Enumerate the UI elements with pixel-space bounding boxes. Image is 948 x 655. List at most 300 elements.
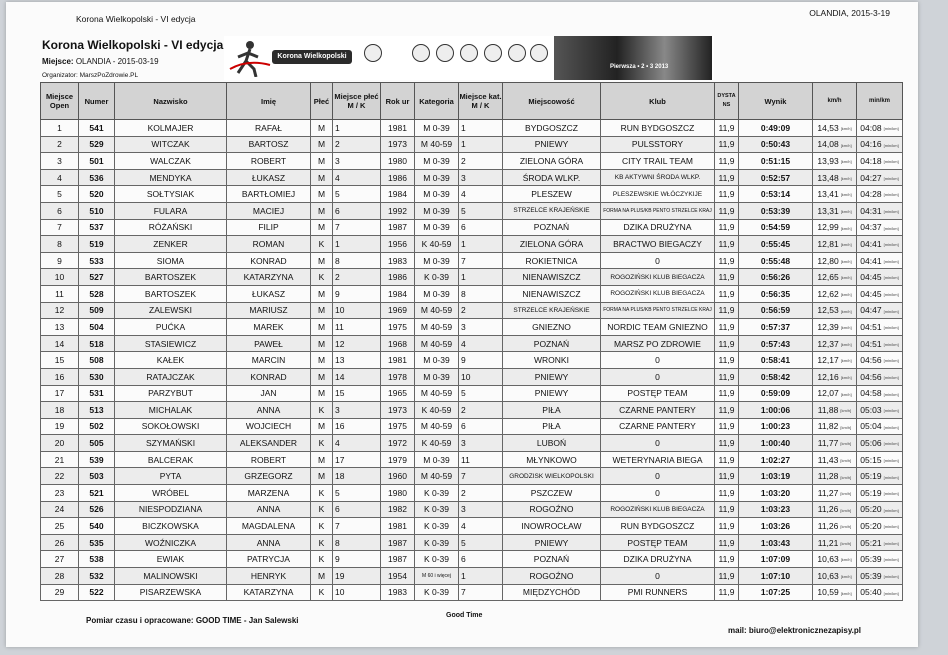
cell-open-value: 15 [54, 355, 65, 366]
cell-kat-value: M 40-59 [420, 471, 453, 482]
runner-logo-icon [228, 39, 272, 77]
cell-kat-value: M 40-59 [420, 388, 453, 399]
cell-imie-value: ŁUKASZ [251, 288, 286, 299]
cell-imie-value: HENRYK [250, 570, 287, 581]
header-top-left: Korona Wielkopolski - VI edycja [76, 14, 196, 24]
cell-imie [227, 518, 311, 535]
cell-rok-value: 1968 [388, 338, 407, 349]
cell-kmh [813, 568, 857, 585]
cell-miasto [503, 451, 601, 468]
cell-plec [311, 435, 333, 452]
cell-mk-value: 2 [461, 487, 466, 498]
cell-miasto [503, 385, 601, 402]
cell-imie-value: MARZENA [247, 487, 290, 498]
cell-dyst [715, 202, 739, 219]
cell-plec [311, 285, 333, 302]
cell-kmh-value: 12,07 [817, 388, 839, 399]
cell-nazwisko-value: FULARA [153, 205, 188, 216]
cell-mk-value: 3 [461, 321, 466, 332]
sponsor-logo-icon [436, 44, 454, 62]
cell-open-value: 17 [54, 388, 65, 399]
cell-nr [79, 451, 115, 468]
banner-title: Korona Wielkopolski [272, 50, 352, 64]
cell-rok-value: 1986 [388, 172, 407, 183]
cell-nr-value: 513 [89, 404, 104, 415]
cell-mk-value: 7 [461, 255, 466, 266]
cell-kat-value: M 40-59 [420, 421, 453, 432]
cell-imie-value: WOJCIECH [245, 421, 292, 432]
cell-rok [381, 385, 415, 402]
cell-kmh [813, 451, 857, 468]
cell-mk-value: 8 [461, 288, 466, 299]
cell-mk-value: 3 [461, 504, 466, 515]
cell-nazwisko-value: BALCERAK [147, 454, 194, 465]
cell-mk-value: 6 [461, 421, 466, 432]
table-row [41, 485, 903, 502]
cell-rok-value: 1983 [388, 255, 407, 266]
cell-nazwisko [115, 501, 227, 518]
cell-wynik-value: 0:51:15 [760, 155, 791, 166]
cell-rok-value: 1987 [388, 554, 407, 565]
cell-kat-value: K 0-39 [423, 537, 450, 548]
cell-miasto-value: ŚRODA WLKP. [522, 172, 581, 183]
cell-rok-value: 1954 [388, 570, 407, 581]
cell-nazwisko [115, 302, 227, 319]
cell-mp [333, 518, 381, 535]
cell-mp-value: 12 [335, 338, 345, 349]
cell-wynik-value: 0:57:37 [760, 321, 791, 332]
cell-wynik [739, 551, 813, 568]
cell-mk-value: 1 [461, 272, 466, 283]
cell-mk [459, 335, 503, 352]
cell-kat-value: M 40-59 [420, 338, 453, 349]
cell-miasto-value: LUBOŃ [536, 438, 567, 449]
cell-plec-value: M [317, 189, 326, 200]
table-row [41, 551, 903, 568]
banner-photo [554, 36, 712, 80]
unit-label: [min/km] [883, 457, 899, 463]
cell-plec [311, 302, 333, 319]
cell-klub-value: MARSZ PO ZDROWIE [614, 338, 701, 349]
cell-plec-value: M [317, 338, 326, 349]
cell-kmh-value: 12,65 [817, 272, 839, 283]
cell-kat [415, 335, 459, 352]
cell-mp-value: 16 [335, 421, 345, 432]
cell-rok-value: 1972 [388, 438, 407, 449]
table-row [41, 120, 903, 137]
cell-nazwisko-value: WRÓBEL [152, 487, 189, 498]
cell-wynik [739, 285, 813, 302]
cell-miasto [503, 584, 601, 601]
cell-kmh [813, 136, 857, 153]
cell-wynik [739, 352, 813, 369]
unit-label: [km/h] [840, 590, 852, 596]
cell-rok-value: 1956 [388, 238, 407, 249]
cell-nazwisko [115, 269, 227, 286]
cell-kmh-value: 14,53 [817, 122, 839, 133]
col-open: Miejsce Open [41, 83, 79, 120]
cell-miasto [503, 435, 601, 452]
cell-nr [79, 269, 115, 286]
cell-nr-value: 537 [89, 222, 104, 233]
unit-label: [km/h] [840, 209, 852, 215]
cell-mp [333, 202, 381, 219]
cell-rok-value: 1978 [388, 371, 407, 382]
cell-open [41, 285, 79, 302]
cell-klub [601, 534, 715, 551]
cell-nazwisko [115, 485, 227, 502]
cell-imie [227, 402, 311, 419]
cell-nazwisko-value: PYTA [159, 471, 182, 482]
cell-imie-value: MARCIN [251, 355, 286, 366]
cell-open-value: 18 [54, 404, 65, 415]
cell-nr-value: 501 [89, 155, 104, 166]
cell-mk-value: 1 [461, 139, 466, 150]
cell-minkm [857, 551, 903, 568]
cell-rok-value: 1981 [388, 355, 407, 366]
cell-dyst [715, 236, 739, 253]
cell-klub [601, 352, 715, 369]
cell-rok-value: 1984 [388, 288, 407, 299]
cell-plec-value: M [317, 454, 326, 465]
cell-wynik [739, 568, 813, 585]
table-row [41, 302, 903, 319]
table-row [41, 285, 903, 302]
cell-wynik-value: 0:56:59 [760, 305, 791, 316]
cell-open [41, 485, 79, 502]
cell-wynik-value: 0:49:09 [760, 122, 791, 133]
cell-plec-value: K [318, 554, 325, 565]
cell-nazwisko-value: WALCZAK [150, 155, 191, 166]
cell-dyst-value: 11,9 [718, 139, 735, 150]
cell-rok-value: 1983 [388, 587, 407, 598]
unit-label: [min/km] [883, 441, 899, 447]
cell-mk-value: 3 [461, 438, 466, 449]
unit-label: [min/km] [883, 491, 899, 497]
cell-mp-value: 1 [335, 122, 340, 133]
cell-dyst-value: 11,9 [718, 205, 735, 216]
cell-rok-value: 1965 [388, 388, 407, 399]
cell-mp-value: 10 [335, 305, 345, 316]
cell-rok-value: 1979 [388, 454, 407, 465]
cell-mp [333, 402, 381, 419]
cell-miasto [503, 169, 601, 186]
cell-klub [601, 169, 715, 186]
cell-open-value: 21 [54, 454, 65, 465]
cell-wynik [739, 269, 813, 286]
cell-mk-value: 5 [461, 388, 466, 399]
cell-nr-value: 502 [89, 421, 104, 432]
cell-nr [79, 534, 115, 551]
table-row [41, 186, 903, 203]
cell-mk [459, 186, 503, 203]
unit-label: [min/km] [883, 159, 899, 165]
cell-open-value: 1 [57, 122, 62, 133]
cell-imie [227, 219, 311, 236]
cell-open-value: 27 [54, 554, 65, 565]
cell-imie-value: ROBERT [250, 454, 287, 465]
cell-nazwisko [115, 435, 227, 452]
cell-open-value: 28 [54, 570, 65, 581]
cell-nr [79, 120, 115, 137]
cell-mp [333, 584, 381, 601]
cell-minkm [857, 368, 903, 385]
cell-nr [79, 202, 115, 219]
cell-mp-value: 4 [335, 172, 340, 183]
footer-timing: Pomiar czasu i opracowane: GOOD TIME - Jan Salewski [86, 616, 299, 625]
cell-nazwisko-value: MALINOWSKI [143, 570, 198, 581]
cell-imie [227, 202, 311, 219]
cell-wynik-value: 1:00:40 [760, 438, 791, 449]
cell-miasto [503, 418, 601, 435]
cell-minkm-value: 04:58 [860, 388, 882, 399]
cell-nr [79, 418, 115, 435]
cell-nazwisko-value: ZALEWSKI [149, 305, 192, 316]
cell-miasto-value: POZNAŃ [533, 338, 570, 349]
cell-rok-value: 1973 [388, 404, 407, 415]
sponsor-logo-icon [508, 44, 526, 62]
cell-mp-value: 8 [335, 255, 340, 266]
cell-mp [333, 335, 381, 352]
cell-kat-value: M 0-39 [423, 189, 450, 200]
cell-minkm [857, 485, 903, 502]
cell-miasto [503, 501, 601, 518]
cell-plec [311, 352, 333, 369]
cell-miasto-value: PNIEWY [534, 537, 569, 548]
cell-imie [227, 236, 311, 253]
cell-imie-value: BARTOSZ [248, 139, 289, 150]
cell-imie [227, 186, 311, 203]
cell-open [41, 352, 79, 369]
unit-label: [min/km] [883, 574, 899, 580]
cell-rok [381, 352, 415, 369]
cell-plec [311, 136, 333, 153]
unit-label: [km/h] [840, 391, 852, 397]
cell-nr-value: 526 [89, 504, 104, 515]
cell-kat [415, 418, 459, 435]
cell-nazwisko-value: KOLMAJER [147, 122, 194, 133]
cell-mp [333, 252, 381, 269]
cell-rok-value: 1973 [388, 139, 407, 150]
cell-klub-value: RUN BYDGOSZCZ [620, 521, 695, 532]
cell-nr-value: 531 [89, 388, 104, 399]
cell-minkm-value: 05:20 [860, 521, 882, 532]
cell-kat-value: K 40-59 [421, 404, 452, 415]
cell-mk [459, 136, 503, 153]
cell-open [41, 202, 79, 219]
cell-klub-value: 0 [655, 438, 660, 449]
cell-dyst [715, 402, 739, 419]
cell-mk [459, 435, 503, 452]
cell-kmh [813, 202, 857, 219]
cell-mp-value: 9 [335, 554, 340, 565]
cell-kat [415, 202, 459, 219]
cell-dyst-value: 11,9 [718, 155, 735, 166]
cell-klub [601, 518, 715, 535]
cell-kmh-value: 12,62 [817, 288, 839, 299]
cell-kat [415, 518, 459, 535]
cell-mp-value: 3 [335, 155, 340, 166]
place-value: OLANDIA - 2015-03-19 [75, 57, 159, 66]
cell-wynik-value: 1:00:06 [760, 404, 791, 415]
cell-plec [311, 335, 333, 352]
cell-dyst [715, 518, 739, 535]
cell-mp [333, 435, 381, 452]
cell-dyst [715, 269, 739, 286]
cell-plec-value: M [317, 355, 326, 366]
cell-miasto-value: WRONKI [534, 355, 569, 366]
cell-nazwisko [115, 534, 227, 551]
cell-klub-value: PULSSTORY [631, 139, 684, 150]
cell-kmh [813, 534, 857, 551]
cell-wynik-value: 0:58:42 [760, 371, 791, 382]
cell-dyst-value: 11,9 [718, 504, 735, 515]
cell-open-value: 2 [57, 139, 62, 150]
cell-imie-value: ROMAN [252, 238, 285, 249]
cell-nazwisko [115, 153, 227, 170]
cell-imie-value: BARTŁOMIEJ [241, 189, 296, 200]
cell-miasto-value: ROKIETNICA [525, 255, 578, 266]
cell-kmh [813, 153, 857, 170]
cell-kat-value: M 40-59 [420, 139, 453, 150]
cell-mp-value: 11 [335, 321, 344, 332]
cell-wynik-value: 0:53:14 [760, 189, 791, 200]
cell-minkm [857, 385, 903, 402]
cell-minkm-value: 04:41 [860, 255, 882, 266]
table-row [41, 252, 903, 269]
cell-mp [333, 120, 381, 137]
cell-plec-value: M [317, 321, 326, 332]
cell-plec [311, 551, 333, 568]
cell-nr [79, 219, 115, 236]
cell-kmh [813, 219, 857, 236]
cell-minkm [857, 219, 903, 236]
cell-kmh [813, 368, 857, 385]
cell-dyst-value: 11,9 [718, 305, 735, 316]
cell-open [41, 551, 79, 568]
cell-plec [311, 202, 333, 219]
cell-plec-value: K [318, 238, 325, 249]
cell-kat-value: M 0-39 [423, 222, 450, 233]
unit-label: [km/h] [840, 341, 852, 347]
cell-kat [415, 385, 459, 402]
cell-nazwisko [115, 186, 227, 203]
cell-dyst-value: 11,9 [718, 172, 735, 183]
cell-mp-value: 17 [335, 454, 345, 465]
cell-wynik-value: 0:56:35 [760, 288, 791, 299]
cell-mk [459, 202, 503, 219]
cell-wynik [739, 468, 813, 485]
cell-open-value: 22 [54, 471, 65, 482]
cell-dyst-value: 11,9 [718, 521, 735, 532]
cell-kmh [813, 236, 857, 253]
cell-klub [601, 435, 715, 452]
cell-wynik [739, 534, 813, 551]
cell-miasto-value: ROGOŹNO [529, 504, 574, 515]
cell-klub [601, 319, 715, 336]
unit-label: [km/h] [840, 474, 852, 480]
cell-miasto-value: PIŁA [542, 404, 561, 415]
cell-minkm-value: 04:41 [860, 238, 882, 249]
cell-wynik-value: 1:07:10 [760, 570, 791, 581]
cell-imie-value: ALEKSANDER [239, 438, 298, 449]
cell-kmh [813, 302, 857, 319]
unit-label: [km/h] [840, 275, 852, 281]
cell-dyst-value: 11,9 [718, 471, 735, 482]
cell-klub [601, 551, 715, 568]
cell-wynik [739, 153, 813, 170]
cell-minkm [857, 202, 903, 219]
cell-plec [311, 501, 333, 518]
cell-miasto [503, 335, 601, 352]
cell-imie [227, 435, 311, 452]
cell-nr [79, 485, 115, 502]
cell-dyst-value: 11,9 [718, 487, 735, 498]
cell-plec-value: K [318, 504, 325, 515]
cell-klub-value: DZIKA DRUŻYNA [623, 222, 692, 233]
cell-minkm [857, 169, 903, 186]
results-table [40, 82, 903, 601]
cell-kat [415, 236, 459, 253]
table-row [41, 451, 903, 468]
cell-imie [227, 568, 311, 585]
cell-klub [601, 418, 715, 435]
cell-miasto [503, 518, 601, 535]
cell-open [41, 568, 79, 585]
cell-open-value: 7 [57, 222, 62, 233]
cell-klub-value: 0 [655, 471, 660, 482]
cell-mp-value: 14 [335, 371, 345, 382]
cell-rok-value: 1981 [388, 122, 407, 133]
cell-plec-value: M [317, 222, 326, 233]
cell-miasto-value: PNIEWY [534, 388, 569, 399]
cell-dyst-value: 11,9 [718, 255, 735, 266]
cell-nr [79, 236, 115, 253]
cell-minkm [857, 534, 903, 551]
cell-kmh [813, 269, 857, 286]
cell-minkm [857, 335, 903, 352]
unit-label: [min/km] [883, 325, 899, 331]
cell-imie [227, 368, 311, 385]
cell-mk [459, 269, 503, 286]
cell-wynik [739, 202, 813, 219]
cell-minkm-value: 05:19 [860, 471, 882, 482]
cell-rok [381, 584, 415, 601]
cell-minkm [857, 402, 903, 419]
table-row [41, 501, 903, 518]
cell-dyst [715, 468, 739, 485]
cell-minkm-value: 04:18 [860, 155, 882, 166]
cell-nr-value: 527 [89, 272, 104, 283]
table-row [41, 169, 903, 186]
col-numer: Numer [79, 83, 115, 120]
cell-minkm [857, 468, 903, 485]
cell-wynik-value: 1:03:26 [760, 521, 791, 532]
cell-dyst [715, 153, 739, 170]
col-kategoria: Kategoria [415, 83, 459, 120]
cell-dyst-value: 11,9 [718, 537, 735, 548]
cell-klub [601, 335, 715, 352]
cell-rok [381, 285, 415, 302]
cell-klub [601, 568, 715, 585]
unit-label: [min/km] [883, 474, 899, 480]
cell-kat-value: M 0-39 [423, 205, 450, 216]
cell-nr-value: 539 [89, 454, 104, 465]
cell-dyst [715, 485, 739, 502]
cell-nr [79, 302, 115, 319]
cell-rok [381, 136, 415, 153]
cell-wynik-value: 1:07:09 [760, 554, 791, 565]
